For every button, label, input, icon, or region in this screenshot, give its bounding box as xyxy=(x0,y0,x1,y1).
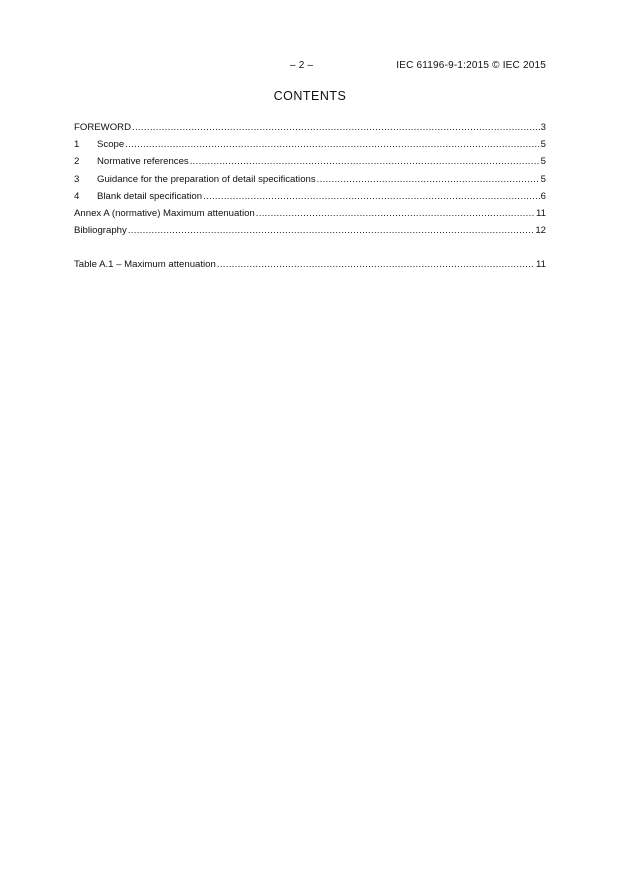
toc-entry-number: 2 xyxy=(74,156,80,168)
toc-entry-label: Bibliography xyxy=(74,225,127,237)
page-number: – 2 – xyxy=(290,60,314,71)
toc-entry-label: FOREWORD xyxy=(74,122,132,133)
dot-leader xyxy=(317,174,540,185)
toc-entry-label: Scope xyxy=(97,139,125,151)
toc-entry-page: 5 xyxy=(540,156,546,168)
toc-entry-foreword[interactable] xyxy=(74,122,546,139)
dot-leader xyxy=(190,156,540,167)
toc-entry-page: 3 xyxy=(540,122,546,133)
toc-entry-label: Normative references xyxy=(97,156,189,168)
toc-entry-label: Blank detail specification xyxy=(97,190,203,202)
toc-entry-label: Table A.1 – Maximum attenuation xyxy=(74,259,216,271)
toc-entry-number: 4 xyxy=(74,190,80,202)
toc-entry-page: 5 xyxy=(540,173,546,185)
toc-entry-page: 11 xyxy=(536,259,546,271)
dot-leader xyxy=(217,259,535,270)
toc-entry-blank-detail-specification[interactable] xyxy=(74,191,546,208)
contents-title: CONTENTS xyxy=(273,89,347,103)
dot-leader xyxy=(203,191,540,202)
toc-entry-page: 6 xyxy=(540,190,546,202)
toc-entry-scope[interactable] xyxy=(74,139,546,156)
toc-entry-normative-references[interactable] xyxy=(74,156,546,173)
toc-entry-label: Annex A (normative) Maximum attenuation xyxy=(74,207,255,219)
document-reference: IEC 61196-9-1:2015 © IEC 2015 xyxy=(396,60,546,71)
toc-entry-guidance[interactable] xyxy=(74,174,546,191)
dot-leader xyxy=(128,225,535,236)
toc-entry-page: 5 xyxy=(540,139,546,151)
toc-entry-bibliography[interactable] xyxy=(74,225,546,242)
toc-entry-page: 12 xyxy=(535,225,546,237)
toc-entry-number: 1 xyxy=(74,139,80,151)
table-of-contents xyxy=(74,122,546,277)
toc-entry-label: Guidance for the preparation of detail specifications xyxy=(97,173,316,185)
toc-entry-number: 3 xyxy=(74,173,80,185)
dot-leader xyxy=(125,139,539,150)
toc-entry-table-a1[interactable] xyxy=(74,259,546,276)
toc-entry-page: 11 xyxy=(536,207,546,219)
dot-leader xyxy=(256,208,535,219)
toc-entry-annex-a[interactable] xyxy=(74,208,546,225)
dot-leader xyxy=(132,122,540,133)
